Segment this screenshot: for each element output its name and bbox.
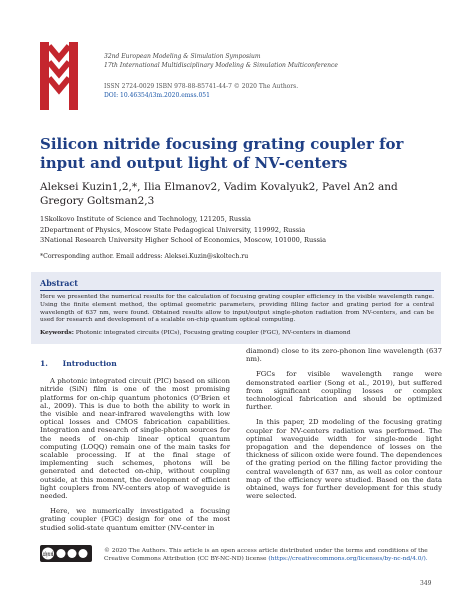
keywords-list: Photonic integrated circuits (PICs), Focusing grating coupler (FGC), NV-centers in diamond: [75, 330, 351, 336]
license-text: © 2020 The Authors. This article is an open access article distributed under the terms and conditions of the Creative Commons Attribution (CC BY-NC-ND) license: [104, 548, 428, 563]
paragraph: In this paper, 2D modeling of the focusing grating coupler for NV-centers radiation was performed. The optimal waveguide width for single-mode light propagation and the dependence of losses on the thickness of silicon oxide were found. The dependences of the grating period on the filling factor providing the central wavelength of 637 nm, as well as color contour map of the efficiency were studied. Based on the data obtained, ways for further development for this study were selected.: [246, 418, 442, 501]
affiliation-1: 1Skolkovo Institute of Science and Technology, 121205, Russia: [40, 215, 251, 223]
section-title: Introduction: [62, 359, 117, 368]
conference-line-2: 17th International Multidisciplinary Modeling & Simulation Multiconference: [104, 62, 338, 69]
body-column-right: [246, 347, 442, 507]
section-number: 1.: [40, 359, 48, 368]
affiliations: [40, 214, 440, 246]
author-list: Aleksei Kuzin1,2,*, Ilia Elmanov2, Vadim Kovalyuk2, Pavel An2 and Gregory Goltsman2,3: [40, 181, 398, 207]
keywords: [40, 329, 434, 338]
affiliation-2: 2Department of Physics, Moscow State Pedagogical University, 119992, Russia: [40, 225, 306, 234]
license-notice: [104, 547, 442, 564]
doi-link[interactable]: DOI: 10.46354/i3m.2020.emss.051: [104, 92, 210, 99]
corresponding-author: *Corresponding author. Email address: Aleksei.Kuzin@skoltech.ru: [40, 253, 249, 260]
abstract-divider: [40, 290, 434, 291]
issn-line: ISSN 2724-0029 ISBN 978-88-85741-44-7 © 2020 The Authors.: [104, 83, 299, 90]
publication-meta: [104, 82, 444, 100]
keywords-label: Keywords:: [40, 329, 74, 336]
paper-title: Silicon nitride focusing grating coupler for input and output light of NV-centers: [40, 135, 404, 172]
paragraph: Here, we numerically investigated a focusing grating coupler (FGC) design for one of the most studied solid-state quantum emitter (NV-center in: [40, 507, 230, 532]
cc-license-icon: [40, 545, 92, 562]
paragraph: FGCs for visible wavelength range were demonstrated earlier (Song et al., 2019), but suffered from significant coupling losses or complex technological fabrication and should be optimized further.: [246, 370, 442, 412]
conference-info: [104, 52, 444, 70]
paragraph: A photonic integrated circuit (PIC) based on silicon nitride (SiN) film is one of the most promising platforms for on-chip quantum photonics (O'Brien et al., 2009). This is due to both the ability to work in the visible and near-infrared wavelengths with low optical losses and CMOS fabrication capabilities. Integration and research of single-photon sources for the needs of on-chip linear optical quantum computing (LOQQ) remain one of the main tasks for scalable processing. If at the final stage of implementing such schemes, photons will be generated and detected on-chip, without coupling outside, at this moment, the development of efficient light couplers from NV-centers atop of waveguide is needed.: [40, 377, 230, 501]
license-link[interactable]: (https://creativecommons.org/licenses/by-nc-nd/4.0/).: [268, 556, 428, 563]
abstract-heading: Abstract: [40, 278, 78, 288]
abstract-text: Here we presented the numerical results for the calculation of focusing grating coupler efficiency in the visible wavelength range. Using the finite element method, the optimal geometric parameters, providing filling factor and grating period for a central wavelength of 637 nm, were found. Obtained results allow to input/output single-photon radiation from NV-centers, and can be used for research and development of a scalable on-chip quantum optical computing.: [40, 294, 434, 324]
i3m-logo: [40, 42, 78, 110]
paragraph: diamond) close to its zero-phonon line wavelength (637 nm).: [246, 347, 442, 364]
section-heading: [40, 360, 230, 368]
conference-line-1: 32nd European Modeling & Simulation Symposium: [104, 53, 261, 60]
body-column-left: [40, 360, 230, 539]
affiliation-3: 3National Research University Higher School of Economics, Moscow, 101000, Russia: [40, 236, 327, 244]
cc-badge-text: cc by nc nd: [43, 551, 53, 558]
cc-license-graphic: [40, 545, 92, 562]
page-number: 349: [420, 580, 432, 587]
